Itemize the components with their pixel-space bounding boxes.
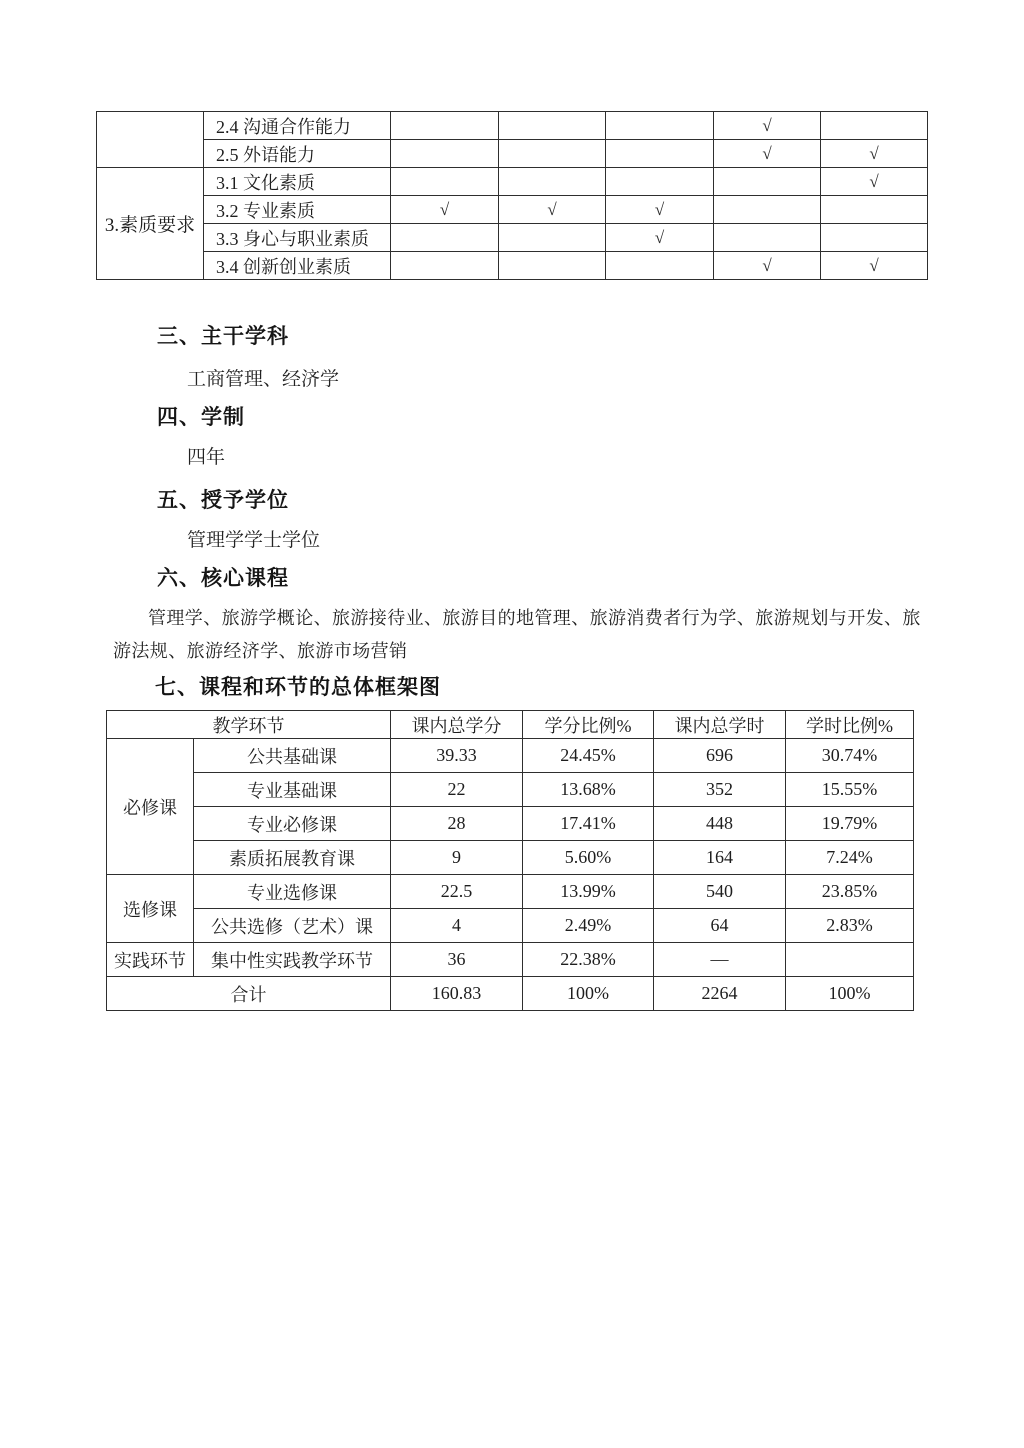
table-row	[107, 773, 914, 807]
check-cell	[821, 196, 928, 224]
table-row	[107, 807, 914, 841]
section-heading-program-length: 四、学制	[157, 406, 245, 429]
total-credit-ratio-cell: 100%	[523, 977, 654, 1011]
item-label: 2.4 沟通合作能力	[204, 112, 391, 140]
hours-cell: —	[654, 943, 786, 977]
hour-ratio-cell: 19.79%	[786, 807, 914, 841]
hours-cell: 540	[654, 875, 786, 909]
curriculum-framework-table	[106, 710, 914, 1011]
course-type-cell: 公共基础课	[194, 739, 391, 773]
check-cell	[499, 112, 606, 140]
check-cell: √	[391, 196, 499, 224]
hours-cell: 696	[654, 739, 786, 773]
category-cell-elective: 选修课	[107, 875, 194, 943]
table-row	[107, 841, 914, 875]
header-teaching-segment: 教学环节	[107, 711, 391, 739]
table-row	[97, 168, 928, 196]
category-cell-required: 必修课	[107, 739, 194, 875]
check-cell	[714, 224, 821, 252]
check-cell	[606, 252, 714, 280]
quality-requirements-table	[96, 111, 928, 280]
check-cell: √	[821, 168, 928, 196]
main-disciplines-text: 工商管理、经济学	[187, 369, 340, 390]
credit-ratio-cell: 2.49%	[523, 909, 654, 943]
check-cell: √	[714, 252, 821, 280]
table-row	[97, 196, 928, 224]
check-cell	[391, 224, 499, 252]
section-heading-framework: 七、课程和环节的总体框架图	[155, 676, 441, 699]
check-cell: √	[821, 252, 928, 280]
section-heading-core-courses: 六、核心课程	[157, 567, 289, 590]
header-total-hours: 课内总学时	[654, 711, 786, 739]
credit-ratio-cell: 13.99%	[523, 875, 654, 909]
credits-cell: 39.33	[391, 739, 523, 773]
credits-cell: 9	[391, 841, 523, 875]
check-cell: √	[499, 196, 606, 224]
table-row	[107, 909, 914, 943]
hours-cell: 64	[654, 909, 786, 943]
total-label-cell: 合计	[107, 977, 391, 1011]
core-courses-line2: 游法规、旅游经济学、旅游市场营销	[113, 641, 408, 661]
table-row	[97, 140, 928, 168]
credit-ratio-cell: 24.45%	[523, 739, 654, 773]
check-cell	[499, 252, 606, 280]
hours-cell: 352	[654, 773, 786, 807]
hour-ratio-cell: 15.55%	[786, 773, 914, 807]
check-cell	[821, 224, 928, 252]
credit-ratio-cell: 5.60%	[523, 841, 654, 875]
check-cell	[499, 224, 606, 252]
table-row	[107, 739, 914, 773]
hours-cell: 448	[654, 807, 786, 841]
credits-cell: 22.5	[391, 875, 523, 909]
check-cell: √	[714, 112, 821, 140]
credits-cell: 4	[391, 909, 523, 943]
table-header-row	[107, 711, 914, 739]
table-total-row	[107, 977, 914, 1011]
credits-cell: 36	[391, 943, 523, 977]
course-type-cell: 专业选修课	[194, 875, 391, 909]
check-cell: √	[714, 140, 821, 168]
table-row	[97, 252, 928, 280]
check-cell	[714, 168, 821, 196]
hours-cell: 164	[654, 841, 786, 875]
course-type-cell: 专业基础课	[194, 773, 391, 807]
check-cell	[499, 168, 606, 196]
total-hour-ratio-cell: 100%	[786, 977, 914, 1011]
course-type-cell: 专业必修课	[194, 807, 391, 841]
item-label: 3.4 创新创业素质	[204, 252, 391, 280]
check-cell: √	[606, 196, 714, 224]
item-label: 2.5 外语能力	[204, 140, 391, 168]
credits-cell: 28	[391, 807, 523, 841]
check-cell	[391, 168, 499, 196]
check-cell: √	[606, 224, 714, 252]
course-type-cell: 素质拓展教育课	[194, 841, 391, 875]
check-cell: √	[821, 140, 928, 168]
table-row	[97, 112, 928, 140]
course-type-cell: 公共选修（艺术）课	[194, 909, 391, 943]
check-cell	[391, 252, 499, 280]
item-label: 3.2 专业素质	[204, 196, 391, 224]
empty-category-cell	[97, 112, 204, 168]
category-cell: 3.素质要求	[97, 168, 204, 280]
table-row	[97, 224, 928, 252]
credit-ratio-cell: 13.68%	[523, 773, 654, 807]
header-credit-ratio: 学分比例%	[523, 711, 654, 739]
hour-ratio-cell	[786, 943, 914, 977]
hour-ratio-cell: 2.83%	[786, 909, 914, 943]
check-cell	[499, 140, 606, 168]
category-cell-practice: 实践环节	[107, 943, 194, 977]
credit-ratio-cell: 22.38%	[523, 943, 654, 977]
degree-text: 管理学学士学位	[187, 530, 321, 551]
hour-ratio-cell: 30.74%	[786, 739, 914, 773]
check-cell	[714, 196, 821, 224]
core-courses-line1: 管理学、旅游学概论、旅游接待业、旅游目的地管理、旅游消费者行为学、旅游规划与开发、旅	[148, 608, 921, 628]
check-cell	[606, 112, 714, 140]
check-cell	[391, 140, 499, 168]
program-length-text: 四年	[187, 447, 226, 468]
section-heading-degree: 五、授予学位	[157, 489, 289, 512]
hour-ratio-cell: 23.85%	[786, 875, 914, 909]
check-cell	[391, 112, 499, 140]
credits-cell: 22	[391, 773, 523, 807]
check-cell	[821, 112, 928, 140]
item-label: 3.1 文化素质	[204, 168, 391, 196]
total-credits-cell: 160.83	[391, 977, 523, 1011]
item-label: 3.3 身心与职业素质	[204, 224, 391, 252]
header-hour-ratio: 学时比例%	[786, 711, 914, 739]
table-row	[107, 943, 914, 977]
table-row	[107, 875, 914, 909]
credit-ratio-cell: 17.41%	[523, 807, 654, 841]
section-heading-main-disciplines: 三、主干学科	[157, 325, 289, 348]
check-cell	[606, 168, 714, 196]
header-total-credits: 课内总学分	[391, 711, 523, 739]
hour-ratio-cell: 7.24%	[786, 841, 914, 875]
check-cell	[606, 140, 714, 168]
course-type-cell: 集中性实践教学环节	[194, 943, 391, 977]
total-hours-cell: 2264	[654, 977, 786, 1011]
